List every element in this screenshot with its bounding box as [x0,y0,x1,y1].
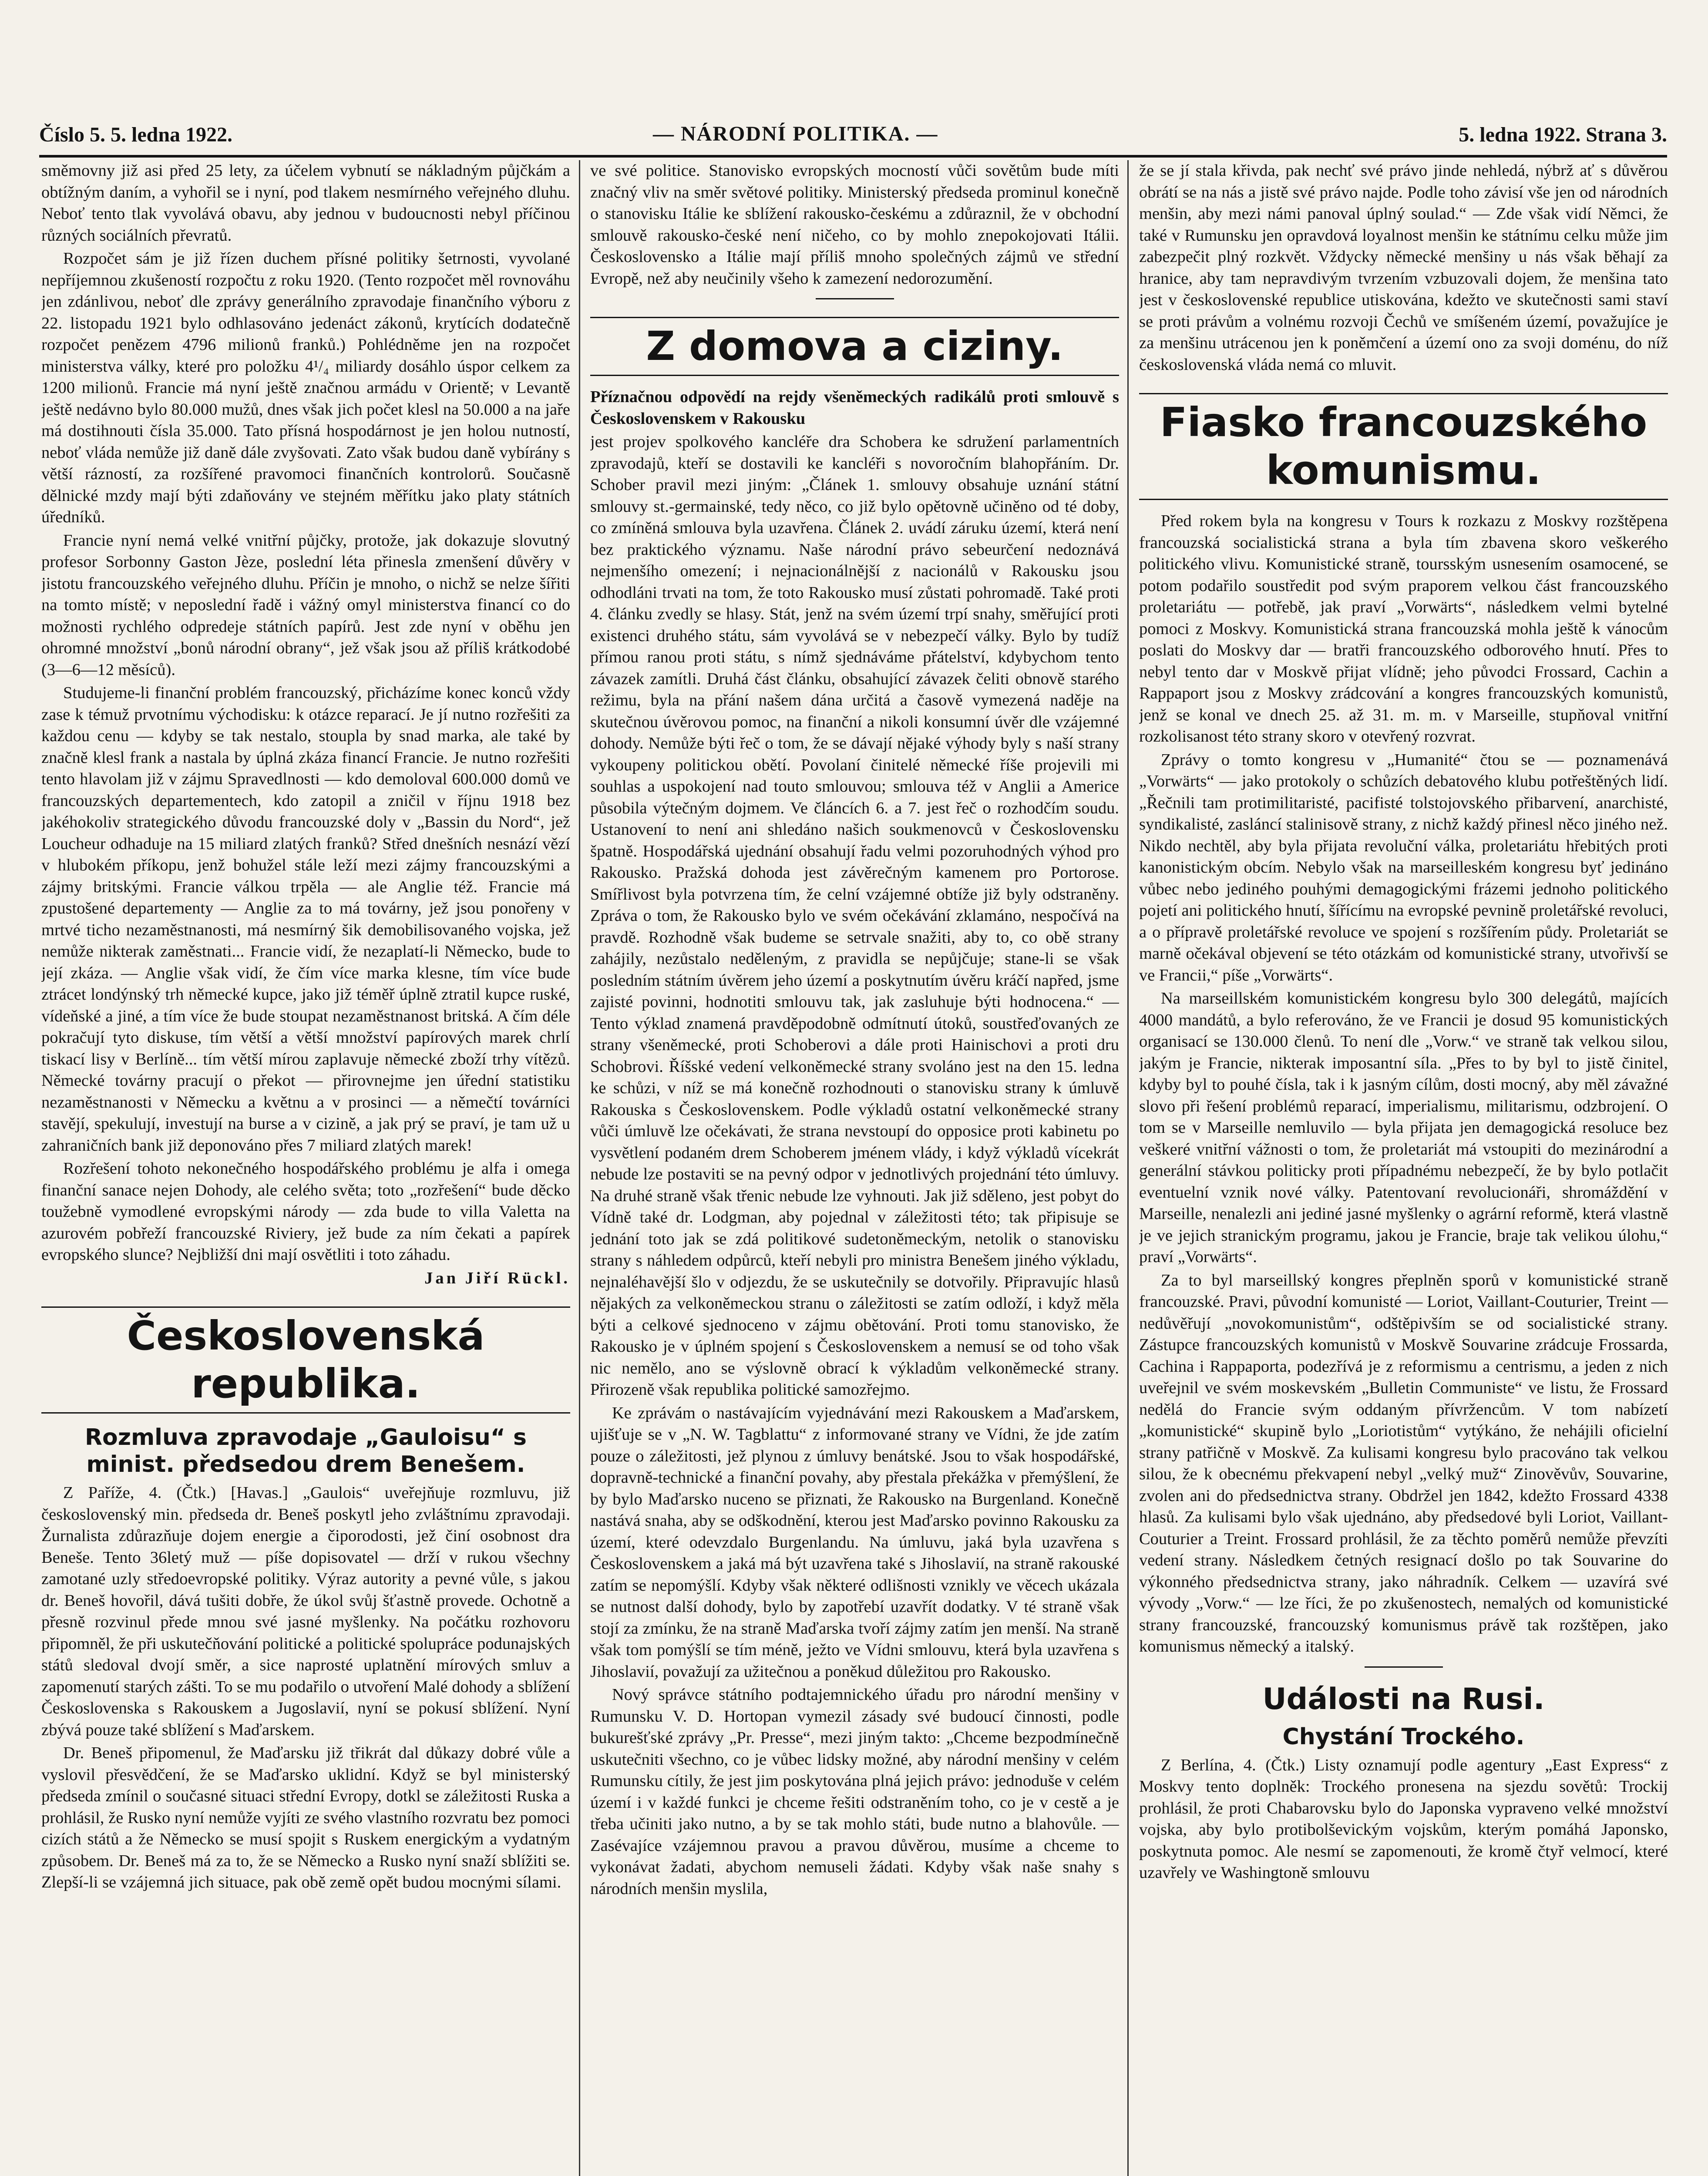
paragraph: že se jí stala křivda, pak nechť své právo jinde nehledá, nýbrž ať s důvěrou obrátí se na nás a jistě své právo najde. Podle toho závisí vše jen od národních menšin, aby mezi námi panoval úplný soulad.“ — Zde však vidí Němci, že také v Rumunsku jen opravdová loyalnost menšin ke státnímu celku může jim zabezpečit plný rozkvět. Vždycky německé menšiny u nás však běhají za hranice, aby tam nepravdivým tvrzením vzbuzovali dojem, že menšina tato jest v československé republice utiskována, kdežto ve skutečnosti sami staví se proti právům a volnému rozvoji Čechů ve smíšeném území, považujíce je za menšinu utrácenou jen k poněmčení a území ono za svoji doménu, do níž československá vláda nemá co mluvit. [1139,161,1668,374]
paragraph: Na marseillském komunistickém kongresu bylo 300 delegátů, majících 4000 mandátů, a bylo referováno, že ve Francii je dosud 95 komunistických organisací se 130.000 členů. To není dle „Vorw.“ ve straně tak velkou silou, jakým je Francie, nikterak imposantní síla. „Přes to by byl to jistě činitel, kdyby byl to pouhé čísla, tak i k jasným cílům, dosti mocný, aby měl závažné slovo při řešení problémů reparací, imperialismu, militarismu, odzbrojení. O tom se v Marseille nemluvilo — byla přijata jen demagogická resoluce bez veškeré vnitřní vážnosti o tom, že proletariát má vstoupiti do mezinárodní a generální stávkou politicky proti případnému nebezpečí, že by bylo potlačit eventuelní vznik nové války. Patentovaní revolucionáři, shromáždění v Marseille, nenalezli ani jediné jasné myšlenky o agrární reformě, která vlastně je ve jejich stranickým programu, jakou je Francie, braje tak velikou úlohu,“ praví „Vorwärts“. [1139,989,1668,1266]
masthead [39,118,1667,153]
divider [1365,1666,1443,1668]
column-3 [1139,160,1668,2176]
article-heading: Rozmluva zpravodaje „Gauloisu“ s minist. předsedou drem Benešem. [84,1424,527,1478]
section-heading: Z domova a ciziny. [590,317,1119,376]
column-1 [41,160,570,2176]
column-rule [579,160,580,2176]
issue-number: Číslo 5. 5. ledna 1922. [39,123,233,146]
paragraph: jest projev spolkového kancléře dra Schobera ke sdružení parlamentních zpravodajů, kteří se dostavili ke kancléři s novoročním blahopřáním. Dr. Schober pravil mezi jiným: „Článek 1. smlouvy obsahuje uznání státní smlouvy st.-germainské, tedy něco, co již bylo opětovně učiněno od té doby, co zmíněná smlouva byla uzavřena. Článek 2. uvádí záruku území, která není bez praktického významu. Naše národní právo sebeurčení nedoznává nejmenšího omezení; i nejnacionálnější z nacionálů v Rakousku jsou odhodláni trvati na tom, že toto Rakousko musí zůstati pohromadě. Také proti 4. článku zvedly se hlasy. Stát, jenž na svém území trpí snahy, směřující proti existenci druhého státu, sám vyvolává se v nebezpečí války. Bylo by tudíž přímou ranou proti státu, s nímž sjednáváme přátelství, kdybychom tento závazek zamítli. Druhá část článku, obsahující závazek čeliti obnově starého režimu, byla na přání našem dána určitá a časově vymezená naděje na skutečnou úvěrovou pomoc, na finanční a nikoli konsumní úvěr dle vzájemné dohody. Nemůže býti řeč o tom, že se dávají nějaké výhody byly s naší strany vykoupeny politickou obětí. Povolaní činitelé německé říše projevili mi souhlas a uspokojení nad touto smlouvou; smlouva též v Anglii a Americe působila výtečným dojmem. Ve článcích 6. a 7. jest řeč o rozhodčím soudu. Ustanovení to není ani shledáno našich soukmenovců v Československu špatně. Hospodářská ujednání obsahují řadu velmi pozoruhodných výhod pro Rakousko. Pražská dohoda jest závěrečným kamenem pro Portorose. Smířlivost byla potvrzena tím, že celní vzájemné obtíže již byly odstraněny. Zpráva o tom, že Rakousko bylo ve svém očekávání zklamáno, nespočívá na pravdě. Rozhodně však budeme se setrvale snažiti, aby to, co obě strany zahájily, nezůstalo neděleným, z pravidla se nepůjčuje; stane-li se však posledním státním úvěrem jeho území a poskytnutím úvěru kráčí napřed, jsme zajisté povinni, hodnotiti smlouvu tak, jak zasluhuje býti hodnocena.“ — Tento výklad znamená pravděpodobně odmítnutí útoků, soustřeďovaných ze strany všeněmecké, proti Schoberovi a dále proti Hainischovi a proti dru Schobrovi. Říšské vedení velkoněmecké strany svoláno jest na den 15. ledna ke schůzi, v níž se má konečně rozhodnouti o stanovisku strany k úmluvě Rakouska s Československem. Podle výkladů ostatní velkoněmecké strany vůči úmluvě lze očekávati, že strana nevstoupí do opposice proti kabinetu po vysvětlení podaném drem Schoberem jménem vlády, i když výkladů vícekrát nebude lze postaviti se na pevný odpor v jednotlivých projednání této úmluvy. Na druhé straně však třenic nebude lze vyhnouti. Jak již sděleno, jest pobyt do Vídně také dr. Lodgman, aby pojednal v záležitosti této; tak připisuje se jednání toto jak se zdá politikové sudetoněmeckým, netolik o stanovisku strany s náhledem odpůrců, kteří nebyli pro ministra Benešem jiného výkladu, nejnaléhavější šlo v odjezdu, že se uskutečnily se dotvořily. Připravujíc hlasů nějakých za velkoněmeckou stranu o záležitosti se zatím odloží, i když měla býti a celkové sjednoceno v zájmu obětování. Proti tomu stanovisko, že Rakousko je v úplném spojení s Československem a nemusí se od toho však nic nemělo, ano se výslovně obrací k výkladům velkoněmecké strany. Přirozeně však republika politické samozřejmo. [590,433,1119,1399]
section-heading: Fiasko francouzského komunismu. [1139,393,1668,500]
paragraph: Rozřešení tohoto nekonečného hospodářského problému je alfa i omega finanční sanace nejen Dohody, ale celého světa; toto „rozřešení“ bude děcko toužebně vymodlené evropskými národy — zda bude to villa Valetta na azurovém pobřeží francouzské Riviery, jež bude za ním čekati a papírek evropského slunce? Nejbližší dni mají osvětliti i toto záhadu. [41,1159,570,1264]
section-heading: Události na Rusi. [1262,1682,1545,1716]
paragraph: Z Paříže, 4. (Čtk.) [Havas.] „Gaulois“ uveřejňuje rozmluvu, již československý min. předseda dr. Beneš poskytl jeho zvláštnímu zpravodaji. Žurnalista zdůrazňuje dojem energie a čiporodosti, jež činí osobnost dra Beneše. Tento 36letý muž — píše dopisovatel — drží v rukou všechny zamotané uzly středoevropské politiky. Výraz autority a pevné vůle, s jakou dr. Beneš hovořil, dává tušiti dobře, že úkol svůj šťastně provede. Ochotně a přesně rozvinul přede mnou své jasné myšlenky. Na počátku rozhovoru připomněl, že při uskutečňování politické a politické spolupráce podunajských států sledoval dvojí směr, a sice naprosté uplatnění mírových smluv a zapomenutí starých zášti. To se mu podařilo o utvoření Malé dohody a sblížení Československa s Rakouskem a Jugoslavií, nyní se pokusí sblížení. Nyní zbývá pouze také sblížení s Maďarskem. [41,1484,570,1739]
header-rule [39,155,1667,158]
article-lead: Příznačnou odpovědí na rejdy všeněmeckých radikálů proti smlouvě s Československem v Rakousku [590,388,1119,428]
section-heading: Československá republika. [41,1306,570,1414]
paragraph: Z Berlína, 4. (Čtk.) Listy oznamují podle agentury „East Express“ z Moskvy tento doplněk: Trockého pronesena na sjezdu sovětů: Trockij prohlásil, že proti Chabarovsku bylo do Japonska vypraveno velké množství vojska, aby bylo protibolševickým vojskům, kterým pomáhá Japonsko, poskytnuta pomoc. Ale nesmí se zapomenouti, že kromě čtyř velmocí, které uzavřely ve Washingtoně smlouvu [1139,1756,1668,1882]
paragraph: Francie nyní nemá velké vnitřní půjčky, protože, jak dokazuje slovutný profesor Sorbonny Gaston Jèze, poslední léta přinesla zmenšení důvěry v jistotu francouzského veřejného dluhu. Příčin je mnoho, o nichž se nelze šířiti na tomto místě; v neposlední řadě i vážný omyl ministerstva financí co do možnosti rychlého odpredeje státních papírů. Jest zde nyní v oběhu jen ohromné množství „bonů národní obrany“, jež však jsou až příliš krátkodobé (3—6—12 měsíců). [41,531,570,679]
paragraph: Zprávy o tomto kongresu v „Humanité“ čtou se — poznamenává „Vorwärts“ — jako protokoly o schůzích debatového klubu potřeštěných lidí. „Řečnili tam protimilitaristé, pacifisté tolstojovského přibarvení, anarchisté, syndikalisté, zasláncí stalinisově strany, z nichž každý přinesl něco jiného než. Nikdo nechtěl, aby byla přijata revoluční válka, proletariátu hřebitých proti kanonistickým obcím. Nebylo však na marseilleském kongresu byť jedináno vůbec nebo jediného pouhými demagogickými frázemi jednoho politického pojetí ani politického hnutí, šířícímu na evropské pevnině proletářské revoluci, a o přípravě proletářské revoluce ve spojení s rozšířením půdy. Proletariát se marně očekával objevení se této otázkám od komunistické strany, utvořivší se ve Francii,“ píše „Vorwärts“. [1139,750,1668,984]
article-heading: Chystání Trockého. [1282,1723,1525,1750]
newspaper-title: — NÁRODNÍ POLITIKA. — [653,122,938,145]
signature: Jan Jiří Rückl. [424,1269,570,1287]
paragraph: Za to byl marseillský kongres přeplněn sporů v komunistické straně francouzské. Pravi, původní komunisté — Loriot, Vaillant-Couturier, Treint — nedůvěřují „novokomunistům“, odštěpivším se od socialistické strany. Zástupce francouzských komunistů v Moskvě Souvarine zrádcuje Frossarda, Cachina i Rappaporta, podezřívá je z reformismu a centrismu, a jeden z nich uveřejnil ve svém moskevském „Bulletin Communiste“ ve listu, že Frossard nedělá do Francie svým oddaným přívržencům. V tom nabízetí „komunistické“ skupině bylo „Loriotistům“ vytýkáno, že nehájili oficielní strany patřičně v Moskvě. Za kulisami kongresu bylo pracováno tak velkou silou, že k obecnému překvapení nebyl „velký muž“ Zinověvův, Souvarine, zvolen ani do předsednictva strany. Obdržel jen 1842, kdežto Frossard 4338 hlasů. Za kulisami bylo však ujednáno, aby předsedové byli Loriot, Vaillant-Couturier a Treint. Frossard prohlásil, že za těchto poměrů nemůže převzíti vedení strany. Následkem četných resignací došlo po tak Souvarine do výkonného předsednictva strany, jako náhradník. Celkem — uzavírá své vývody „Vorw.“ — lze říci, že po zkušenostech, nemalých od komunistické strany francouzské, francouzský komunismus právě tak rozštěpen, jako komunismus německý a italský. [1139,1271,1668,1656]
paragraph: Dr. Beneš připomenul, že Maďarsku již třikrát dal důkazy dobré vůle a vyslovil přesvědčení, že se Maďarsko uklidní. Když se byl ministerský předseda zmínil o současné situaci střední Evropy, dotkl se záležitosti Ruska a prohlásil, že Rusko nyní nemůže vyjíti ze svého vlastního rozvratu bez pomoci cizích států a že Německo se musí spojit s Ruskem energickým a vydatným způsobem. Dr. Beneš má za to, že se Německo a Rusko nyní snaží sblížiti se. Zlepší-li se vzájemná jich situace, pak obě země opět budou mocnými sílami. [41,1744,570,1891]
column-2 [590,160,1119,2176]
paragraph: Rozpočet sám je již řízen duchem přísné politiky šetrnosti, vyvolané nepříjemnou zkušeností rozpočtu z roku 1920. (Tento rozpočet měl rovnováhu jen zdánlivou, neboť dle zprávy generálního zpravodaje finančního výboru z 22. listopadu 1921 bylo odhlasováno jedenáct zákonů, krytících dodatečně rozpočet penězem 4796 milionů franků.) Pohlédněme jen na rozpočet ministerstva války, které pro položku 4¹/₄ miliardy dosáhlo úspor celkem za 1200 milionů. Francie má nyní ještě značnou armádu v Orientě; v Levantě ještě nedávno bylo 80.000 mužů, dnes však jich počet klesl na 50.000 a na jaře má dostihnouti čísla 35.000. Tato přísná hospodárnost je jen holou nutností, neboť vláda nemůže již daně dále zvyšovati. Zato však budou daně vybírány s větší rázností, za rozšířené pravomoci finančních kontrolorů. Současně dělnické mzdy mají býti zdaňovány ve stejném měřítku jako platy státních úředníků. [41,249,570,526]
paragraph: směmovny již asi před 25 lety, za účelem vybnutí se nákladným půjčkám a obtížným daním, a vyhořil se i nyní, pod tlakem nesmírného veřejného dluhu. Neboť tento tlak vyvolává obavu, aby jednou v budoucnosti nebyl příčinou různých sociálních převratů. [41,161,570,245]
paragraph: Nový správce státního podtajemnického úřadu pro národní menšiny v Rumunsku V. D. Hortopan vymezil zásady své budoucí činnosti, podle bukurešťské zprávy „Pr. Presse“, mezi jiným takto: „Chceme bezpodmínečně uskutečniti všechno, co je vůbec lidsky možné, aby národní menšiny v celém Rumunsku cítily, že jest jim poskytována plná jejich právo: jednoduše v celém území i v každé funkci je chceme řešiti odstraněním toho, co je v cestě a je třeba učiniti jako nutno, a by se tak mohlo státi, bude nutno a blahovůle. — Zasévajíce vzájemnou pravou a pravou důvěrou, musíme a chceme to vykonávat žadati, abychom nemuseli žádati. Kdyby však naše snahy s národních menšin myslila, [590,1686,1119,1898]
column-rule [1127,160,1129,2176]
date-page: 5. ledna 1922. Strana 3. [1459,123,1667,146]
paragraph: Studujeme-li finanční problém francouzský, přicházíme konec konců vždy zase k témuž prvotnímu východisku: k otázce reparací. Je jí nutno rozřešiti za každou cenu — kdyby se tak nestalo, stoupla by snad marka, ale také by značně klesl frank a nastala by úplná zkáza financí Francie. Je nutno rozřešiti tento hlavolam již v zájmu Spravedlnosti — kdo demoloval 600.000 domů ve francouzských departementech, kdo zatopil a zničil v říjnu 1918 bez jakéhokoliv strategického důvodu francouzské doly v „Bassin du Nord“, jež Loucheur odhaduje na 15 miliard zlatých franků? Střed dnešních nesnází vězí v hlubokém příkopu, jenž bohužel stále leží mezi zájmy francouzskými a zájmy britskými. Francie válkou trpěla — ale Anglie též. Francie má zpustošené departementy — Anglie za to má továrny, jež jsou ponořeny v mrtvé ticho nezaměstnanosti, má nesmírný šik demobilisovaného vojska, jež nemůže nikterak zaměstnati... Francie vidí, že nezaplatí-li Německo, bude to její zkáza. — Anglie však vidí, že čím více marka klesne, tím více bude ztrácet londýnský trh německé kupce, jako již téměř úplně ztratil kupce ruské, vídeňské a jiné, a tím více že bude stoupat nezaměstnanost britská. A čím déle pokračují tyto diskuse, tím větší a větší množství papírových marek chrlí tiskací lisy v Berlíně... tím větší mírou zaplavuje německé zboží trhy vítězů. Německé továrny pracují o překot — přirovnejme jen úřední statistiku nezaměstnanosti v Německu a květnu a v prosinci — a němečtí továrníci stavějí, spekulují, investují na burse a v cizině, a jak prý se praví, je tam už u zahraničních bank již deponováno přes 7 miliard zlatých marek! [41,684,570,1155]
paragraph: ve své politice. Stanovisko evropských mocností vůči sovětům bude míti značný vliv na směr světové politiky. Ministerský předseda prominul konečně o stanovisku Itálie ke sblížení rakousko-českému a zdůraznil, že v obchodní smlouvě rakousko-české není ničeho, co by mohlo znepokojovati Itálii. Československo a Itálie mají příliš mnoho společných zájmů ve střední Evropě, než aby neučinily všeho k zamezení nedorozumění. [590,161,1119,288]
divider [816,298,894,299]
paragraph: Ke zprávám o nastávajícím vyjednávání mezi Rakouskem a Maďarskem, ujišťuje se v „N. W. Tagblattu“ z informované strany ve Vídni, že jde zatím pouze o záležitosti, jež plynou z úmluvy benátské. Jsou to však hospodářské, dopravně-technické a finanční povahy, aby přestala překážka v přemýšlení, že by bylo Maďarsko nuceno se přiznati, že Rakousko na Burgenland. Konečně nastává snaha, aby se odškodnění, kterou jest Maďarsko povinno Rakousku za území, které odevzdalo Burgenlandu. Na úmluvu, jaká byla uzavřena s Československem a jaká má být uzavřena také s Jihoslavií, na straně rakouské zatím se nepomýšlí. Kdyby však některé odlišnosti vznikly ve věcech ukázala se nutnost další dohody, bylo by zapotřebí uzavřít dodatky. V té straně však stojí za zmínku, že na straně Maďarska tvoří zájmy zatím jen menší. Na straně však tom pomýšlí se tím méně, ježto ve Vídni smlouvu, která byla uzavřena s Jihoslavií, považují za užitečnou a poněkud důležitou pro Rakousko. [590,1404,1119,1681]
paragraph: Před rokem byla na kongresu v Tours k rozkazu z Moskvy rozštěpena francouzská socialistická strana a byla tím zbavena skoro veškerého politického vlivu. Komunistické straně, toursským usnesením osamocené, se potom podařilo soustředit pod svým praporem velkou část francouzského proletariátu — potřebě, jak praví „Vorwärts“, následkem velmi bytelné pomoci z Moskvy. Komunistická strana francouzská mohla ještě k vánocům poslati do Moskvy dar — bratři francouzského odborového hnutí. Přes to nebyl tento dar v Moskvě přijat vlídně; jeho původci Frossard, Cachin a Rappaport jsou z Moskvy zrádcování a kongres francouzských komunistů, jenž se konal ve dnech 25. až 31. m. m. v Marseille, stupňoval vnitřní rozkolisanost této strany skoro v otevřený rozvrat. [1139,512,1668,745]
